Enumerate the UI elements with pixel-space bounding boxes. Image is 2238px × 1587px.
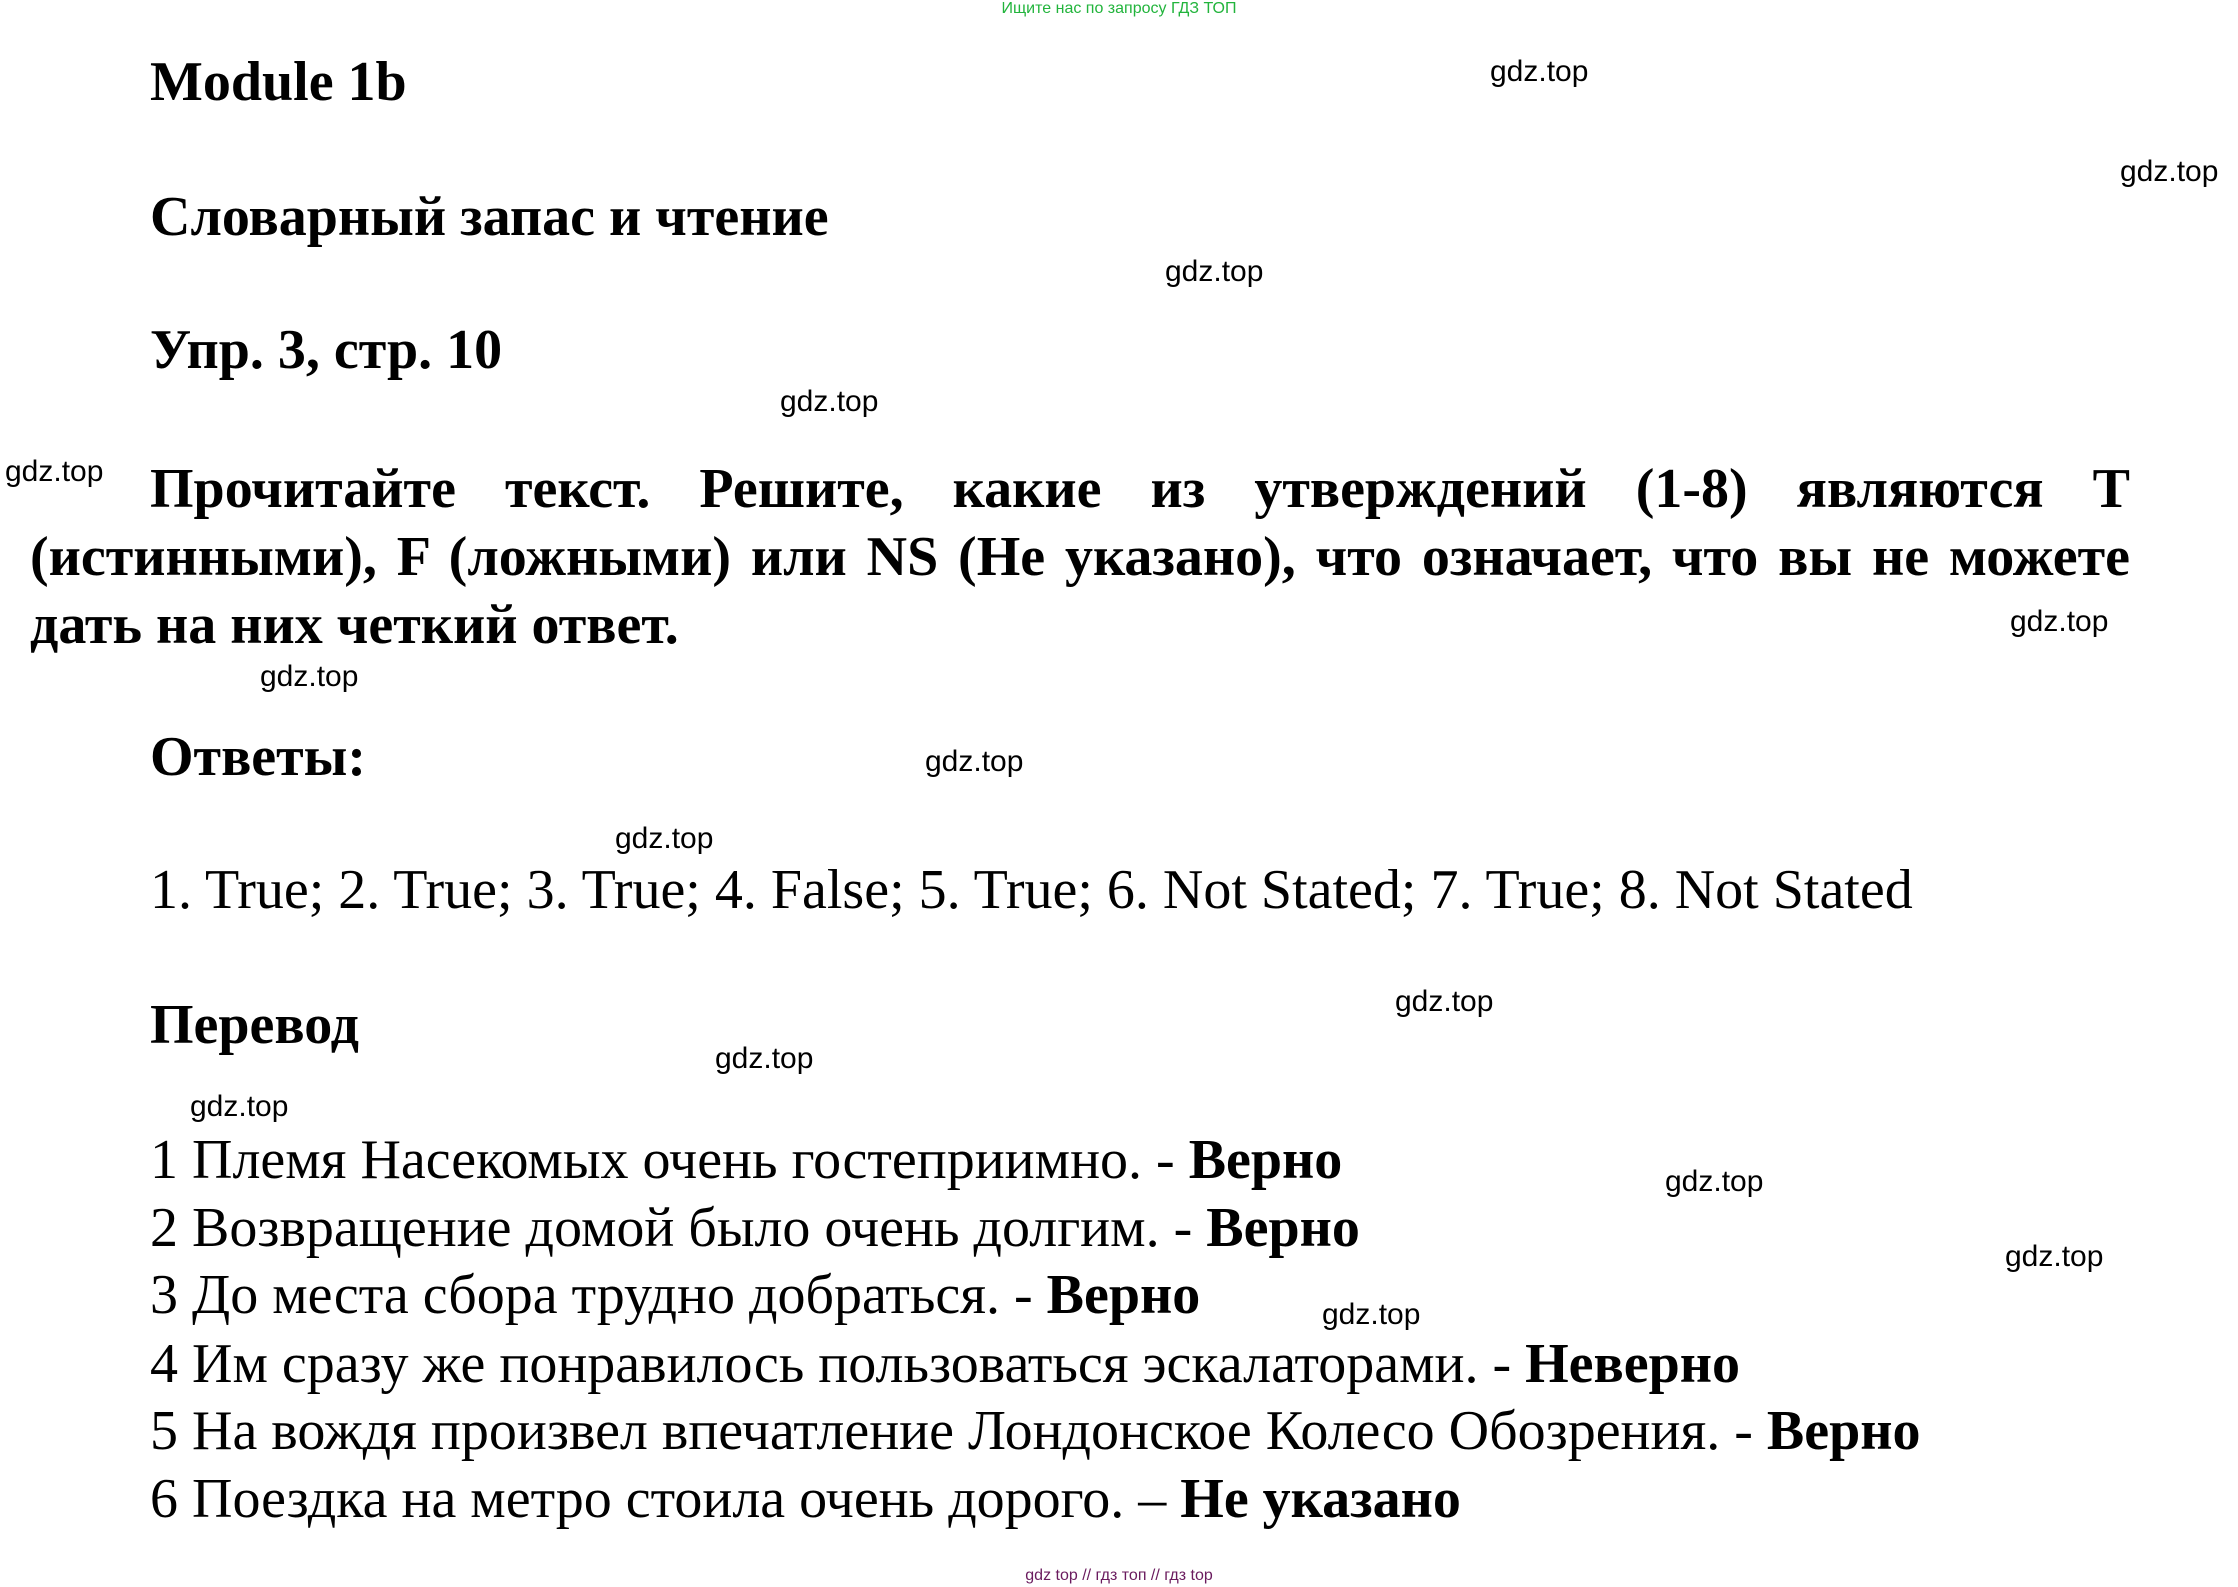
exercise-reference: Упр. 3, стр. 10 bbox=[150, 319, 503, 381]
verdict: Верно bbox=[1188, 1129, 1343, 1191]
task-instructions bbox=[30, 455, 2130, 659]
watermark: gdz.top bbox=[1490, 55, 1589, 88]
translation-item: 3 До места сбора трудно добраться. - Верно bbox=[150, 1264, 1201, 1326]
watermark: gdz.top bbox=[715, 1042, 814, 1075]
watermark: gdz.top bbox=[925, 745, 1024, 778]
watermark: gdz.top bbox=[2120, 155, 2219, 188]
watermark: gdz.top bbox=[5, 455, 104, 488]
watermark: gdz.top bbox=[260, 660, 359, 693]
translation-heading: Перевод bbox=[150, 994, 359, 1056]
verdict: Верно bbox=[1766, 1400, 1921, 1462]
watermark: gdz.top bbox=[190, 1090, 289, 1123]
watermark: gdz.top bbox=[1395, 985, 1494, 1018]
verdict: Неверно bbox=[1525, 1333, 1741, 1395]
section-title: Словарный запас и чтение bbox=[150, 186, 829, 248]
watermark: gdz.top bbox=[615, 822, 714, 855]
watermark: gdz.top bbox=[780, 385, 879, 418]
verdict: Верно bbox=[1206, 1197, 1360, 1259]
answers-line: 1. True; 2. True; 3. True; 4. False; 5. True; 6. Not Stated; 7. True; 8. Not Stated bbox=[150, 859, 1913, 921]
watermark: gdz.top bbox=[1165, 255, 1264, 288]
translation-item: 4 Им сразу же понравилось пользоваться эскалаторами. - Неверно bbox=[150, 1333, 1741, 1395]
module-title: Module 1b bbox=[150, 51, 407, 113]
task-text: Прочитайте текст. Решите, какие из утверждений (1-8) являются T (истинными), F (ложными) или NS (Не указано), что означает, что вы не можете дать на них четкий ответ. bbox=[30, 458, 2130, 656]
watermark: gdz.top bbox=[2010, 605, 2109, 638]
translation-item: 5 На вождя произвел впечатление Лондонское Колесо Обозрения. - Верно bbox=[150, 1400, 1921, 1462]
answers-heading: Ответы: bbox=[150, 726, 367, 788]
verdict: Верно bbox=[1046, 1264, 1201, 1326]
translation-item: 2 Возвращение домой было очень долгим. - Верно bbox=[150, 1197, 1360, 1259]
translation-item: 1 Племя Насекомых очень гостеприимно. - Верно bbox=[150, 1129, 1343, 1191]
verdict: Не указано bbox=[1180, 1468, 1461, 1530]
bottom-site-note: gdz top // гдз топ // гдз top bbox=[1025, 1567, 1213, 1584]
watermark: gdz.top bbox=[1665, 1165, 1764, 1198]
watermark: gdz.top bbox=[2005, 1240, 2104, 1273]
watermark: gdz.top bbox=[1322, 1298, 1421, 1331]
top-search-note: Ищите нас по запросу ГДЗ ТОП bbox=[1001, 0, 1237, 17]
translation-item: 6 Поездка на метро стоила очень дорого. – Не указано bbox=[150, 1468, 1461, 1530]
